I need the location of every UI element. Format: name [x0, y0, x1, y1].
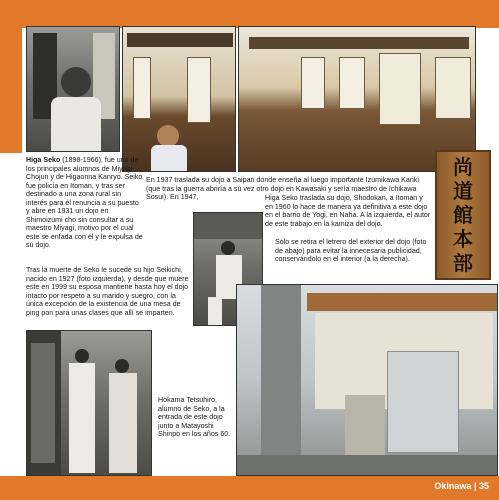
sign-char: 道 — [453, 179, 473, 203]
photo-higa-seko-portrait — [26, 26, 120, 152]
sign-char: 部 — [453, 251, 473, 275]
bottom-accent-bar — [0, 476, 499, 500]
caption-higa-seko-name: Higa Seko — [26, 156, 61, 164]
caption-shodokan: Higa Seko traslada su dojo, Shodokan, a Itoman y en 1960 lo hace de manera ya definitiva a este dojo en el barrio de Yogi, en Naha. A la izquierda, el autor de este trabajo en la kamiza del dojo. — [265, 194, 431, 228]
caption-hokama: Hokama Tetsuhiro, alumno de Seko, a la entrada de este dojo junto a Matayoshi Shinpo en los años 60. — [158, 396, 231, 439]
sign-char: 尚 — [453, 155, 473, 179]
top-accent-bar — [0, 0, 499, 28]
page-footer — [434, 481, 489, 491]
sign-char: 館 — [453, 203, 473, 227]
footer-section: Okinawa — [434, 481, 472, 491]
caption-saipan: En 1937 traslada su dojo a Saipan donde enseña al luego importante Izumikawa Kanki (que tras la guerra abriría a su vez otro dojo en Kawasaki y sería maestro de Ichikawa Sosui). En 1947, — [146, 176, 419, 202]
caption-higa-seko-body: (1898-1966), fue uno de los principales alumnos de Miyagi Chojun y de Higaonna Kanryo. Seiko fue policía en Itoman, y tras ser destinado a una zona rural sin interés para él renuncia a su puesto y abre en 1931 un dojo en Shimoizumi cho sin consultar a su maestro Miyagi, motivo por el cual este se enfada con él y le expulsa de su dojo. — [26, 156, 143, 250]
left-accent-bar — [0, 28, 22, 153]
photo-dojo-exterior-street — [236, 284, 498, 476]
page-number: 35 — [478, 481, 489, 491]
footer-separator: | — [473, 481, 477, 491]
photo-hokama-matayoshi — [26, 330, 152, 476]
caption-muerte: Tras la muerte de Seko le sucede su hijo Seikichi, nacido en 1927 (foto izquierda), y desde que muere este en 1999 su esposa mantiene hasta hoy el dojo intacto por respeto a su marido y suegro, con la única excepción de la existencia de una mesa de ping pon para unas clases que allí se imparten. — [26, 266, 189, 317]
sign-shodokan-honbu — [435, 150, 491, 280]
photo-author-kamiza — [122, 26, 236, 172]
sign-char: 本 — [453, 227, 473, 251]
caption-letrero: Sólo se retira el letrero del exterior del dojo (foto de abajo) para evitar la innecesaria publicidad, conservándolo en el interior (a la derecha). — [275, 238, 427, 264]
caption-higa-seko — [26, 156, 144, 250]
